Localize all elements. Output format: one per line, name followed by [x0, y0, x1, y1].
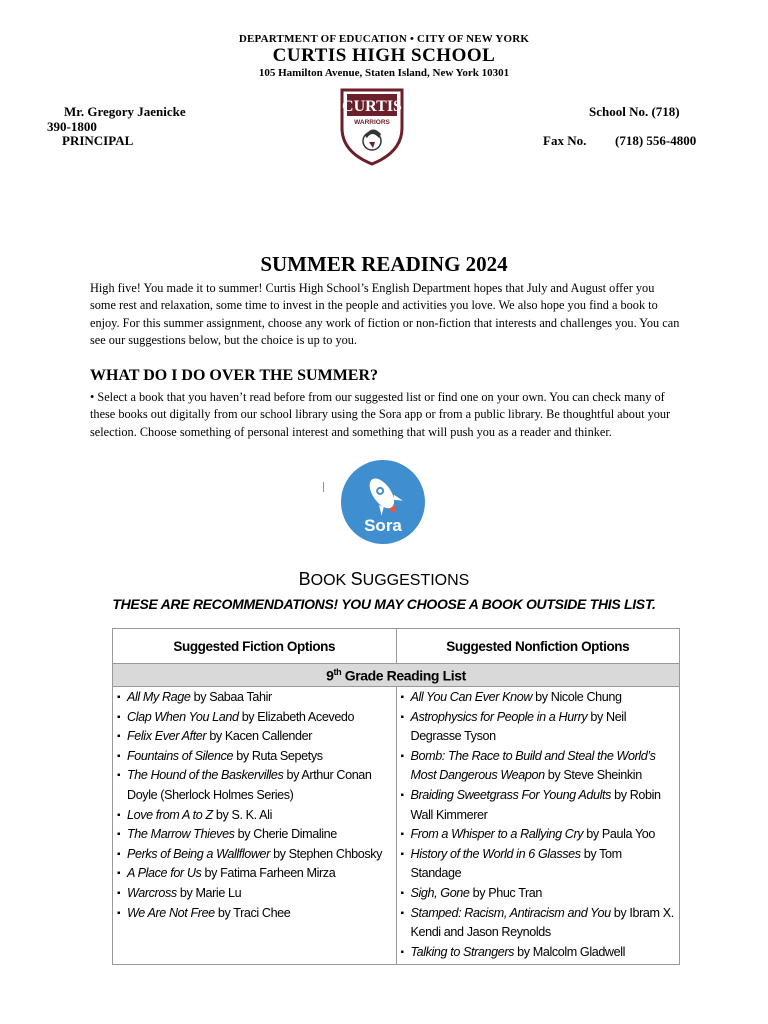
intro-paragraph: High five! You made it to summer! Curtis High School’s English Department hopes that July and August offer you some rest and relaxation, some time to invest in the people and activities you love. We also hope you find a book to enjoy. For this summer assignment, choose any work of fiction or non-fiction that interests and challenges you. You can see our suggestions below, but the choice is up to you. [90, 281, 680, 347]
book-author: by Malcolm Gladwell [514, 944, 626, 959]
book-title: The Hound of the Baskervilles [127, 768, 284, 783]
fiction-book-item [117, 747, 392, 767]
book-suggestions-subtitle: THESE ARE RECOMMENDATIONS! YOU MAY CHOOSE A BOOK OUTSIDE THIS LIST. [112, 596, 656, 612]
book-author: by Sabaa Tahir [190, 690, 272, 704]
book-title: A Place for Us [127, 866, 202, 881]
fiction-list-cell [113, 687, 397, 965]
book-author: by Traci Chee [214, 905, 291, 920]
book-author: by S. K. Ali [212, 807, 272, 822]
book-author: by Kacen Callender [206, 729, 313, 744]
book-title: Sigh, Gone [410, 885, 470, 900]
sora-app-icon [340, 459, 426, 545]
nonfiction-book-item [401, 708, 676, 747]
book-suggestions-title: BOOK SUGGESTIONS [298, 569, 470, 589]
book-title: All My Rage [127, 690, 191, 704]
section-heading: WHAT DO I DO OVER THE SUMMER? [90, 367, 379, 384]
book-author: by Nicole Chung [532, 690, 622, 704]
principal-title: PRINCIPAL [62, 133, 134, 148]
section-body: • Select a book that you haven’t read before from our suggested list or find one on your own. You can check many of these books out digitally from our school library using the Sora app or from a public library. Be thoughtful about your selection. Choose something of personal interest and something that will push you as a reader and thinker. [90, 390, 671, 439]
book-author: by Phuc Tran [469, 885, 543, 900]
grade-band-row [113, 664, 680, 687]
page-title: SUMMER READING 2024 [260, 252, 508, 276]
book-title: Love from A to Z [127, 807, 213, 822]
fiction-book-item [117, 766, 392, 805]
book-title: Astrophysics for People in a Hurry [410, 709, 588, 724]
book-title: All You Can Ever Know [410, 690, 533, 704]
book-author: by Elizabeth Acevedo [238, 709, 355, 724]
book-author: by Paula Yoo [583, 827, 656, 842]
school-logo [339, 86, 405, 166]
principal-phone: 390-1800 [47, 119, 97, 134]
book-author: by Steve Sheinkin [544, 768, 642, 783]
nonfiction-book-item [401, 825, 676, 845]
book-title: Perks of Being a Wallflower [127, 846, 270, 861]
fiction-book-item [117, 864, 392, 884]
school-name: CURTIS HIGH SCHOOL [272, 45, 496, 66]
department-line: DEPARTMENT OF EDUCATION • CITY OF NEW YORK [238, 33, 530, 45]
book-title: Bomb: The Race to Build and Steal the World’s Most Dangerous Weapon [410, 748, 656, 783]
svg-text:CURTIS: CURTIS [342, 98, 402, 115]
book-author: by Tom Standage [410, 846, 622, 881]
principal-name: Mr. Gregory Jaenicke [64, 104, 186, 119]
book-title: Clap When You Land [127, 709, 239, 724]
nonfiction-book-item [401, 786, 676, 825]
grade-heading: 9th Grade Reading List [113, 664, 680, 687]
nonfiction-book-item [401, 845, 676, 884]
fax-label: Fax No. [543, 133, 587, 148]
book-author: by Ibram X. Kendi and Jason Reynolds [410, 905, 674, 940]
book-author: by Arthur Conan Doyle (Sherlock Holmes Series) [127, 768, 372, 802]
book-title: We Are Not Free [127, 905, 215, 920]
nonfiction-column-header: Suggested Nonfiction Options [396, 629, 680, 664]
book-lists-row [113, 687, 680, 965]
nonfiction-list [401, 688, 676, 962]
book-title: Braiding Sweetgrass For Young Adults [410, 787, 612, 802]
school-address: 105 Hamilton Avenue, Staten Island, New York 10301 [258, 67, 510, 79]
book-title: Talking to Strangers [410, 944, 515, 959]
nonfiction-list-cell [396, 687, 680, 965]
fiction-book-item [117, 825, 392, 845]
fiction-list [117, 688, 392, 923]
book-author: by Ruta Sepetys [233, 748, 323, 763]
book-title: Stamped: Racism, Antiracism and You [410, 905, 611, 920]
book-author: by Fatima Farheen Mirza [201, 866, 336, 881]
svg-text:Sora: Sora [364, 516, 402, 535]
book-title: From a Whisper to a Rallying Cry [410, 827, 584, 842]
fiction-book-item [117, 904, 392, 924]
fax-number: (718) 556-4800 [615, 133, 697, 148]
nonfiction-book-item [401, 688, 676, 708]
book-title: Felix Ever After [127, 729, 207, 744]
book-author: by Neil Degrasse Tyson [410, 709, 627, 744]
fiction-book-item [117, 708, 392, 728]
fiction-book-item [117, 845, 392, 865]
table-header-row [113, 629, 680, 664]
reading-list-table [112, 628, 680, 965]
nonfiction-book-item [401, 884, 676, 904]
nonfiction-book-item [401, 943, 676, 963]
divider-mark [323, 482, 324, 492]
fiction-book-item [117, 688, 392, 708]
book-author: by Stephen Chbosky [269, 846, 383, 861]
fiction-book-item [117, 727, 392, 747]
book-title: Warcross [127, 885, 177, 900]
fiction-book-item [117, 806, 392, 826]
book-author: by Robin Wall Kimmerer [410, 787, 661, 822]
nonfiction-book-item [401, 747, 676, 786]
fiction-book-item [117, 884, 392, 904]
nonfiction-book-item [401, 904, 676, 943]
fiction-column-header: Suggested Fiction Options [113, 629, 397, 664]
book-title: Fountains of Silence [127, 748, 234, 763]
school-number: School No. (718) [589, 104, 680, 119]
book-author: by Marie Lu [176, 885, 242, 900]
book-title: The Marrow Thieves [127, 827, 235, 842]
svg-text:WARRIORS: WARRIORS [354, 119, 390, 126]
book-author: by Cherie Dimaline [234, 827, 337, 842]
book-title: History of the World in 6 Glasses [410, 846, 581, 861]
